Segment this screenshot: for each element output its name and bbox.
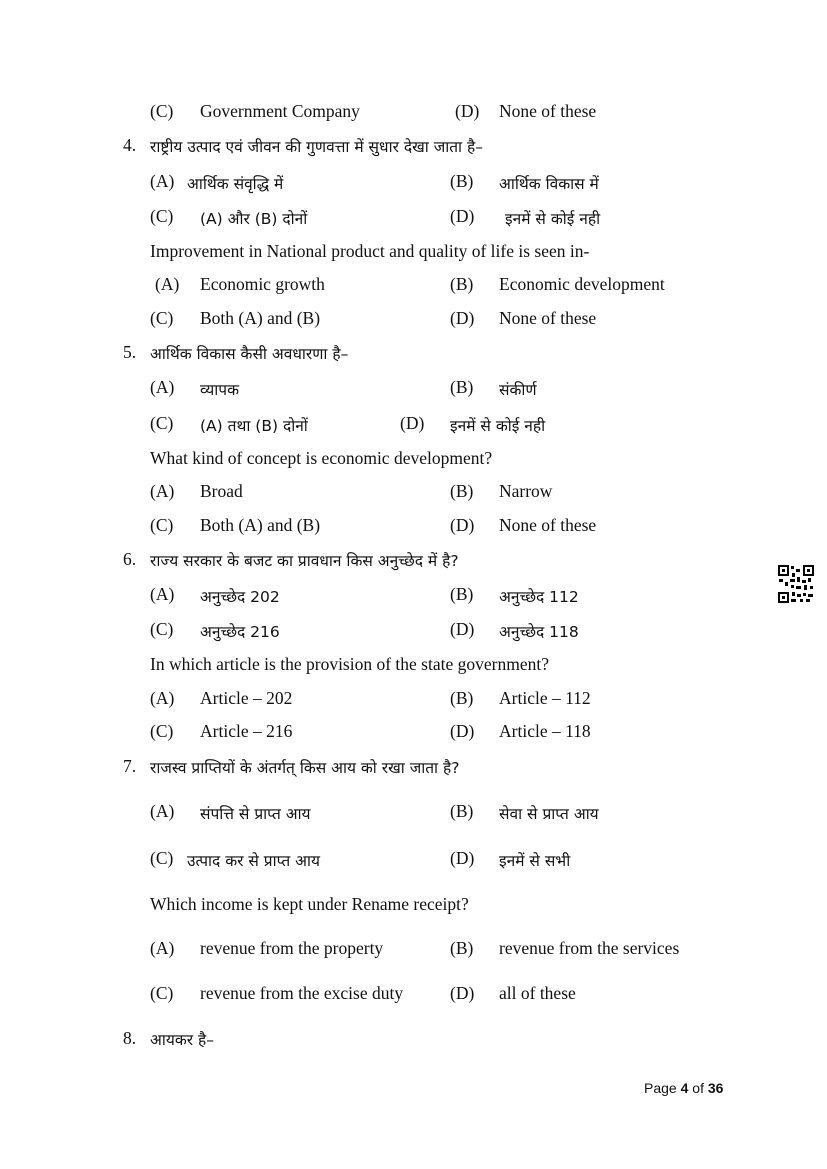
option-text: अनुच्छेद 216 — [200, 623, 280, 641]
option-text: Broad — [200, 481, 243, 501]
option-text: उत्पाद कर से प्राप्त आय — [187, 852, 320, 870]
option-text: अनुच्छेद 112 — [499, 588, 579, 606]
option-label: (D) — [450, 515, 475, 535]
question-hindi: आयकर है– — [150, 1031, 214, 1049]
option-label: (B) — [450, 688, 474, 708]
question-number: 4. — [123, 135, 137, 155]
option-label: (C) — [150, 515, 174, 535]
option-text: Economic development — [499, 274, 665, 294]
option-label: (A) — [150, 688, 175, 708]
option-text: Article – 202 — [200, 688, 293, 708]
option-label: (D) — [450, 721, 475, 741]
option-text: आर्थिक विकास में — [499, 175, 599, 193]
option-label: (C) — [150, 983, 174, 1003]
option-label: (D) — [400, 413, 425, 433]
option-text: revenue from the property — [200, 938, 384, 958]
question-english: What kind of concept is economic development? — [150, 448, 493, 468]
option-text: संकीर्ण — [499, 381, 537, 399]
option-label: (B) — [450, 377, 474, 397]
option-text: None of these — [499, 101, 597, 121]
option-text: इनमें से सभी — [499, 852, 571, 870]
option-text: संपत्ति से प्राप्त आय — [200, 805, 311, 823]
option-text: अनुच्छेद 202 — [200, 588, 280, 606]
option-text: (A) तथा (B) दोनों — [200, 417, 308, 435]
option-label: (A) — [150, 377, 175, 397]
page-word: Page — [644, 1080, 677, 1096]
option-label: (B) — [450, 171, 474, 191]
option-text: Narrow — [499, 481, 553, 501]
question-number: 5. — [123, 342, 137, 362]
qr-code-icon — [777, 564, 815, 604]
page-footer — [644, 1080, 723, 1096]
option-label: (A) — [150, 938, 175, 958]
question-hindi: राजस्व प्राप्तियों के अंतर्गत् किस आय को रखा जाता है? — [150, 759, 460, 777]
option-text: Government Company — [200, 101, 360, 121]
option-label: (D) — [450, 983, 475, 1003]
question-english: Improvement in National product and quality of life is seen in- — [150, 241, 590, 261]
option-label: (A) — [155, 274, 180, 294]
option-text: revenue from the excise duty — [200, 983, 404, 1003]
option-label: (A) — [150, 481, 175, 501]
option-text: इनमें से कोई नही — [505, 210, 601, 228]
option-text: Both (A) and (B) — [200, 308, 321, 328]
option-label: (A) — [150, 801, 175, 821]
option-label: (A) — [150, 171, 175, 191]
option-text: None of these — [499, 515, 597, 535]
option-label: (C) — [150, 413, 174, 433]
option-label: (D) — [450, 619, 475, 639]
option-text: Article – 112 — [499, 688, 591, 708]
option-text: अनुच्छेद 118 — [499, 623, 579, 641]
option-text: None of these — [499, 308, 597, 328]
option-text: Economic growth — [200, 274, 325, 294]
option-label: (C) — [150, 101, 174, 121]
question-hindi: राज्य सरकार के बजट का प्रावधान किस अनुच्छेद में है? — [150, 552, 459, 570]
option-text: all of these — [499, 983, 576, 1003]
question-english: In which article is the provision of the state government? — [150, 654, 549, 674]
question-number: 6. — [123, 549, 137, 569]
page-total: 36 — [707, 1080, 724, 1096]
option-text: आर्थिक संवृद्धि में — [187, 175, 284, 193]
option-label: (D) — [450, 848, 475, 868]
option-label: (C) — [150, 619, 174, 639]
option-label: (C) — [150, 308, 174, 328]
option-label: (B) — [450, 274, 474, 294]
option-text: Article – 216 — [200, 721, 293, 741]
option-text: (A) और (B) दोनों — [200, 210, 308, 228]
option-text: Both (A) and (B) — [200, 515, 321, 535]
of-word: of — [692, 1080, 704, 1096]
option-label: (C) — [150, 206, 174, 226]
option-label: (D) — [450, 308, 475, 328]
option-label: (A) — [150, 584, 175, 604]
option-label: (B) — [450, 481, 474, 501]
option-text: revenue from the services — [499, 938, 680, 958]
option-text: Article – 118 — [499, 721, 591, 741]
page-current: 4 — [680, 1080, 689, 1096]
option-label: (C) — [150, 721, 174, 741]
question-number: 7. — [123, 756, 137, 776]
option-text: इनमें से कोई नही — [450, 417, 546, 435]
question-english: Which income is kept under Rename receipt? — [150, 894, 469, 914]
question-number: 8. — [123, 1028, 137, 1048]
option-label: (B) — [450, 938, 474, 958]
option-label: (D) — [450, 206, 475, 226]
option-label: (B) — [450, 801, 474, 821]
question-hindi: राष्ट्रीय उत्पाद एवं जीवन की गुणवत्ता में सुधार देखा जाता है– — [150, 138, 483, 156]
question-hindi: आर्थिक विकास कैसी अवधारणा है– — [150, 345, 349, 363]
option-label: (C) — [150, 848, 174, 868]
option-text: व्यापक — [200, 381, 240, 399]
option-text: सेवा से प्राप्त आय — [499, 805, 599, 823]
option-label: (D) — [455, 101, 480, 121]
option-label: (B) — [450, 584, 474, 604]
